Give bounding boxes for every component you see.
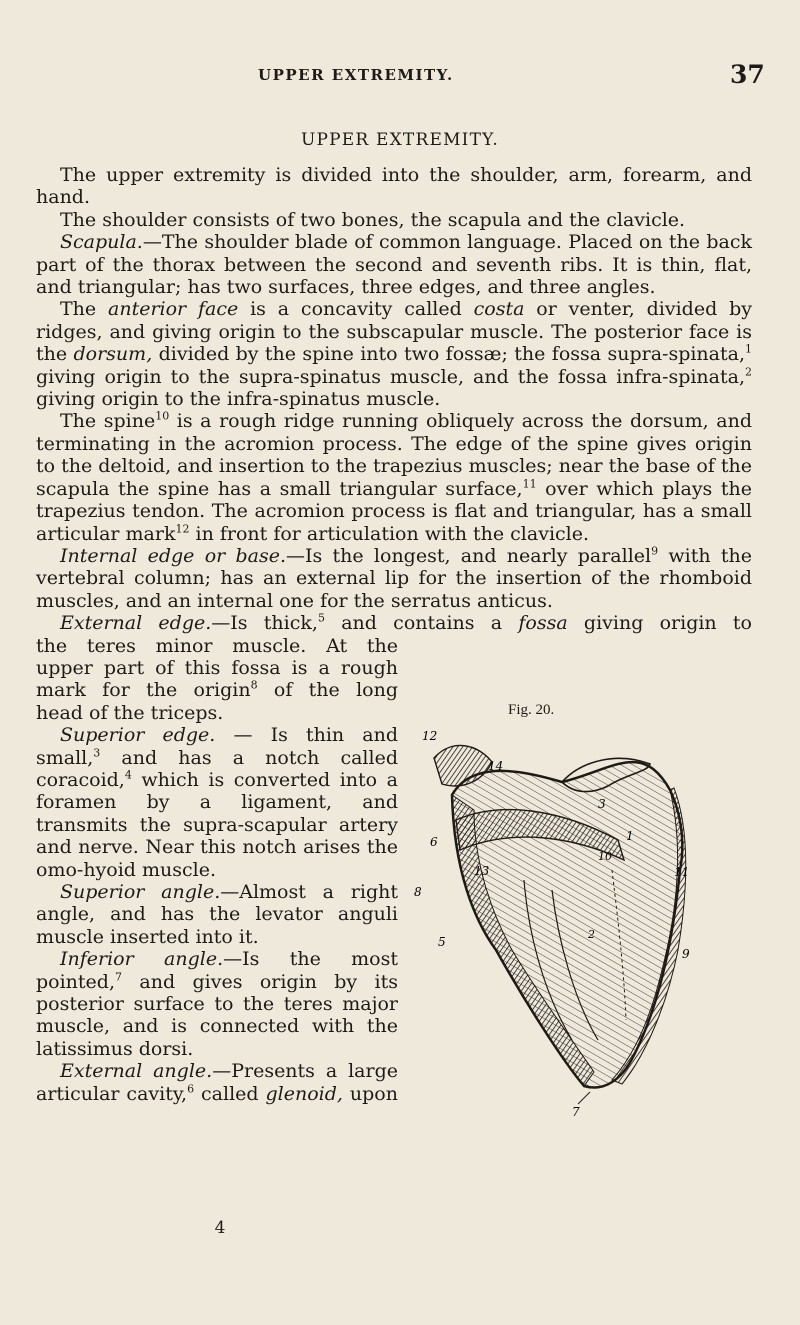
signature-mark: 4 <box>214 1218 226 1238</box>
paragraph-external-angle: External angle.—Presents a large articular cavity,$^6$ called glenoid, upon <box>36 1060 398 1105</box>
external-edge-line3: upper part of this fossa is a rough <box>36 656 398 679</box>
running-head <box>0 56 800 96</box>
scapula-engraving <box>412 700 712 1120</box>
running-title: UPPER EXTREMITY. <box>258 66 454 84</box>
external-edge-line5: head of the triceps. <box>36 701 224 724</box>
fig-label-11: 11 <box>674 865 690 879</box>
fig-label-8: 8 <box>414 885 422 899</box>
paragraph-spine: The spine$^{10}$ is a rough ridge running obliquely across the dorsum, and terminating in the acromion process. The edge of the spine gives origin to the deltoid, and insertion to the trapezius muscles; near the base of the scapula the spine has a small triangular surface,$^{11}$ over which plays the trapezius tendon. The acromion process is flat and triangular, has a small articular mark$^{12}$ in front for articulation with the clavicle. <box>36 410 752 545</box>
paragraph-anterior-face: The anterior face is a concavity called costa or venter, divided by ridges, and giving origin to the subscapular muscle. The posterior face is the dorsum, divided by the spine into two fossæ; the fossa supra-spinata,$^1$ giving origin to the supra-spinatus muscle, and the fossa infra-spinata,$^2$ giving origin to the infra-spinatus muscle. <box>36 298 752 411</box>
fig-label-5: 5 <box>438 935 446 949</box>
scapula-figure <box>412 700 712 1120</box>
paragraph-external-edge-line1: External edge.—Is thick,$^5$ and contains a fossa giving origin to <box>60 611 752 635</box>
fig-label-13: 13 <box>474 864 490 878</box>
external-edge-line4: mark for the origin$^8$ of the long <box>36 679 398 702</box>
figure-caption: Fig. 20. <box>508 702 555 718</box>
external-edge-line2: the teres minor muscle. At the <box>36 634 398 657</box>
paragraph-intro: The upper extremity is divided into the shoulder, arm, forearm, and hand. <box>36 164 752 209</box>
paragraph-superior-edge: Superior edge. — Is thin and small,$^3$ and has a notch called coracoid,$^4$ which is converted into a foramen by a ligament, and transmits the supra-scapular artery and nerve. Near this notch arises the omo-hyoid muscle. <box>36 724 399 881</box>
fig-label-12: 12 <box>422 729 438 743</box>
paragraph-superior-angle: Superior angle.—Almost a right angle, and has the levator anguli muscle inserted into it. <box>36 881 398 948</box>
section-heading: UPPER EXTREMITY. <box>301 130 499 150</box>
fig-label-3: 3 <box>598 797 606 811</box>
narrow-column <box>36 635 398 1106</box>
page-number: 37 <box>730 60 765 89</box>
paragraph-scapula: Scapula.—The shoulder blade of common language. Placed on the back part of the thorax between the second and seventh ribs. It is thin, flat, and triangular; has two surfaces, three edges, and three angles. <box>36 231 752 299</box>
fig-label-1: 1 <box>626 829 634 843</box>
paragraph-internal-edge: Internal edge or base.—Is the longest, and nearly parallel$^9$ with the vertebral column; has an external lip for the insertion of the rhomboid muscles, and an internal one for the serratus anticus. <box>36 544 752 612</box>
fig-label-6: 6 <box>430 835 438 849</box>
leader-line <box>578 1092 590 1104</box>
fig-label-14: 14 <box>488 759 504 773</box>
paragraph-inferior-angle: Inferior angle.—Is the most pointed,$^7$ and gives origin by its posterior surface to the teres major muscle, and is connected with the latissimus dorsi. <box>36 948 399 1060</box>
fig-label-10: 10 <box>598 850 612 863</box>
term-scapula: Scapula. <box>60 231 143 254</box>
paragraph-shoulder: The shoulder consists of two bones, the scapula and the clavicle. <box>60 208 686 231</box>
fig-label-7: 7 <box>572 1105 580 1119</box>
fig-label-9: 9 <box>682 947 690 961</box>
fig-label-2: 2 <box>588 928 595 941</box>
